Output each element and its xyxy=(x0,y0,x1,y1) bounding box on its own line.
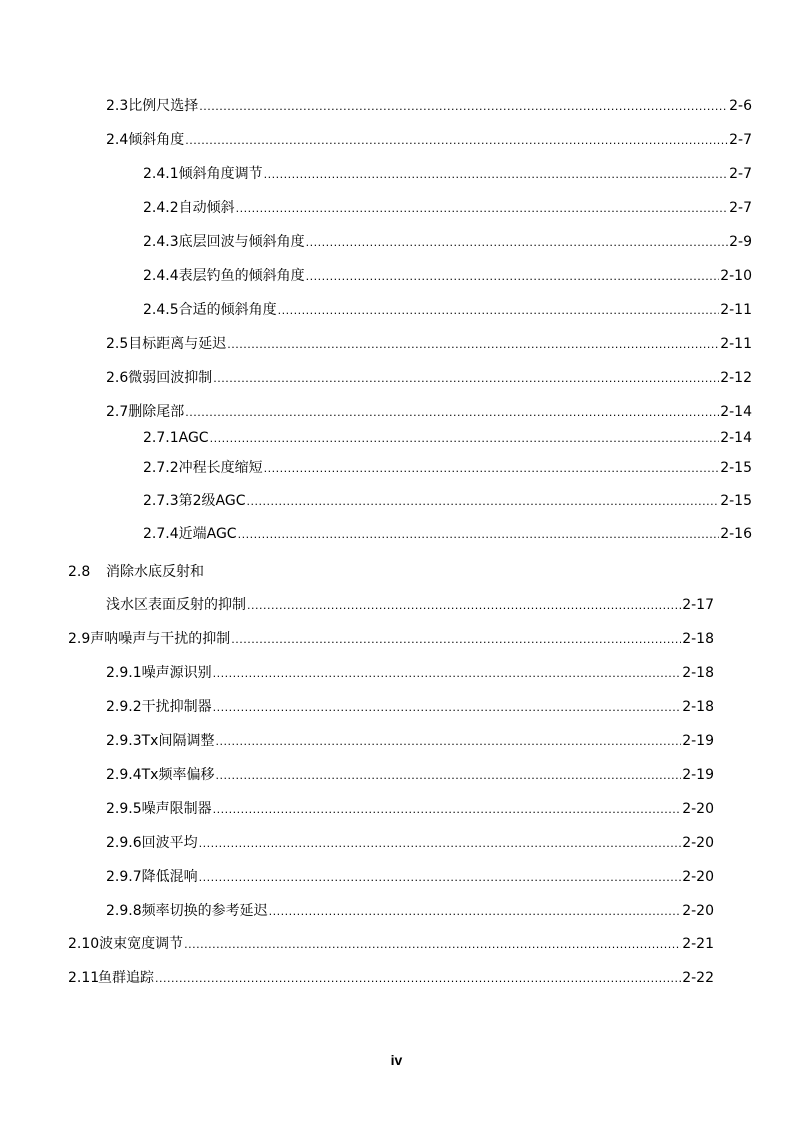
toc-number: 2.8 xyxy=(68,564,91,580)
toc-page: 2-20 xyxy=(682,835,714,851)
leader-dots xyxy=(215,766,681,786)
toc-number: 2.9.5 xyxy=(106,801,142,817)
toc-entry-2-8-cont[interactable] xyxy=(106,595,714,615)
leader-dots xyxy=(185,403,719,423)
toc-entry-2-4-3[interactable] xyxy=(143,232,752,252)
toc-page: 2-20 xyxy=(682,903,714,919)
toc-number: 2.10 xyxy=(68,936,100,952)
toc-title: 倾斜角度调节 xyxy=(178,166,263,182)
toc-title: 目标距离与延迟 xyxy=(128,336,227,352)
leader-dots xyxy=(247,596,681,616)
toc-entry-2-3[interactable] xyxy=(106,96,752,116)
toc-page: 2-12 xyxy=(720,370,752,386)
toc-entry-2-4-1[interactable] xyxy=(143,164,752,184)
toc-number: 2.4.4 xyxy=(143,268,179,284)
toc-number: 2.9.8 xyxy=(106,903,142,919)
toc-page: 2-10 xyxy=(720,268,752,284)
toc-page: 2-15 xyxy=(720,460,752,476)
toc-page: 2-11 xyxy=(720,336,752,352)
leader-dots xyxy=(227,335,719,355)
toc-entry-2-9-2[interactable] xyxy=(106,697,714,717)
leader-dots xyxy=(231,630,681,650)
toc-number: 2.9.7 xyxy=(106,869,142,885)
leader-dots xyxy=(238,525,720,545)
toc-title: 比例尺选择 xyxy=(128,98,199,114)
toc-number: 2.9.1 xyxy=(106,665,142,681)
toc-entry-2-9-5[interactable] xyxy=(106,799,714,819)
toc-number: 2.4.2 xyxy=(143,200,179,216)
toc-page: 2-21 xyxy=(682,936,714,952)
toc-entry-2-10[interactable] xyxy=(68,934,714,954)
toc-entry-2-9-7[interactable] xyxy=(106,867,714,887)
toc-number: 2.9.3 xyxy=(106,733,142,749)
leader-dots xyxy=(210,429,720,449)
toc-entry-2-7-1[interactable] xyxy=(143,428,752,448)
toc-page: 2-11 xyxy=(720,302,752,318)
toc-number: 2.11 xyxy=(68,970,100,986)
toc-page: 2-20 xyxy=(682,869,714,885)
toc-number: 2.4.3 xyxy=(143,234,179,250)
toc-page: 2-14 xyxy=(720,430,752,446)
leader-dots xyxy=(199,834,682,854)
leader-dots xyxy=(306,267,720,287)
toc-number: 2.5 xyxy=(106,336,129,352)
toc-title: 删除尾部 xyxy=(128,404,185,420)
toc-page: 2-15 xyxy=(720,493,752,509)
leader-dots xyxy=(247,492,720,512)
toc-number: 2.7.2 xyxy=(143,460,179,476)
toc-title: 噪声源识别 xyxy=(141,665,212,681)
leader-dots xyxy=(213,664,682,684)
toc-page: 2-19 xyxy=(682,767,714,783)
toc-entry-2-7-4[interactable] xyxy=(143,524,752,544)
toc-page: 2-14 xyxy=(720,404,752,420)
toc-title: 近端AGC xyxy=(178,526,237,542)
toc-number: 2.6 xyxy=(106,370,129,386)
toc-entry-2-8[interactable] xyxy=(68,562,714,582)
leader-dots xyxy=(213,800,682,820)
toc-page: 2-22 xyxy=(682,970,714,986)
toc-title: 频率切换的参考延迟 xyxy=(141,903,268,919)
leader-dots xyxy=(199,868,682,888)
toc-page: 2-17 xyxy=(682,597,714,613)
toc-page: 2-9 xyxy=(729,234,752,250)
leader-dots xyxy=(213,369,719,389)
toc-entry-2-11[interactable] xyxy=(68,968,714,988)
toc-title: 波束宽度调节 xyxy=(99,936,184,952)
toc-number: 2.4 xyxy=(106,132,129,148)
toc-number: 2.7.1 xyxy=(143,430,179,446)
toc-title: 底层回波与倾斜角度 xyxy=(178,234,305,250)
toc-title: 合适的倾斜角度 xyxy=(178,302,277,318)
toc-page: 2-16 xyxy=(720,526,752,542)
leader-dots xyxy=(213,698,682,718)
toc-entry-2-4-4[interactable] xyxy=(143,266,752,286)
leader-dots xyxy=(306,233,729,253)
toc-page: 2-20 xyxy=(682,801,714,817)
toc-entry-2-7-3[interactable] xyxy=(143,491,752,511)
toc-title: 干扰抑制器 xyxy=(141,699,212,715)
leader-dots xyxy=(278,301,720,321)
toc-number: 2.4.5 xyxy=(143,302,179,318)
page-number: iv xyxy=(390,1052,403,1068)
toc-page: 2-19 xyxy=(682,733,714,749)
toc-page: 2-7 xyxy=(729,200,752,216)
toc-entry-2-4-5[interactable] xyxy=(143,300,752,320)
leader-dots xyxy=(269,902,682,922)
toc-title: 微弱回波抑制 xyxy=(128,370,213,386)
leader-dots xyxy=(155,969,681,989)
toc-number: 2.4.1 xyxy=(143,166,179,182)
toc-entry-2-4[interactable] xyxy=(106,130,752,150)
toc-number: 2.7 xyxy=(106,404,129,420)
toc-number: 2.3 xyxy=(106,98,129,114)
toc-page: 2-7 xyxy=(729,132,752,148)
leader-dots xyxy=(199,97,728,117)
leader-dots xyxy=(236,199,729,219)
toc-entry-2-9-8[interactable] xyxy=(106,901,714,921)
toc-title: 表层钓鱼的倾斜角度 xyxy=(178,268,305,284)
toc-title: 倾斜角度 xyxy=(128,132,185,148)
toc-entry-2-9-4[interactable] xyxy=(106,765,714,785)
toc-number: 2.9.4 xyxy=(106,767,142,783)
toc-title: 噪声限制器 xyxy=(141,801,212,817)
toc-entry-2-7-2[interactable] xyxy=(143,458,752,478)
toc-page: 2-18 xyxy=(682,665,714,681)
toc-title: 浅水区表面反射的抑制 xyxy=(106,597,246,613)
toc-title: 第2级AGC xyxy=(178,493,246,509)
toc-number: 2.9.2 xyxy=(106,699,142,715)
leader-dots xyxy=(264,165,729,185)
leader-dots xyxy=(185,131,728,151)
toc-title: 降低混响 xyxy=(141,869,198,885)
toc-entry-2-6[interactable] xyxy=(106,368,752,388)
toc-title: AGC xyxy=(178,430,209,446)
toc-title: 消除水底反射和 xyxy=(106,564,204,580)
toc-title: Tx频率偏移 xyxy=(141,767,215,783)
leader-dots xyxy=(264,459,720,479)
toc-number: 2.7.3 xyxy=(143,493,179,509)
toc-page: 2-6 xyxy=(729,98,752,114)
toc-entry-2-9-3[interactable] xyxy=(106,731,714,751)
toc-entry-2-7[interactable] xyxy=(106,402,752,422)
toc-title: Tx间隔调整 xyxy=(141,733,215,749)
toc-entry-2-4-2[interactable] xyxy=(143,198,752,218)
toc-entry-2-9-6[interactable] xyxy=(106,833,714,853)
toc-entry-2-5[interactable] xyxy=(106,334,752,354)
toc-title: 冲程长度缩短 xyxy=(178,460,263,476)
toc-page: 2-7 xyxy=(729,166,752,182)
toc-title: 声呐噪声与干扰的抑制 xyxy=(90,631,231,647)
toc-number: 2.9.6 xyxy=(106,835,142,851)
toc-title: 回波平均 xyxy=(141,835,198,851)
toc-page: 2-18 xyxy=(682,631,714,647)
toc-title: 鱼群追踪 xyxy=(98,970,154,986)
toc-number: 2.7.4 xyxy=(143,526,179,542)
leader-dots xyxy=(215,732,681,752)
toc-entry-2-9[interactable] xyxy=(68,629,714,649)
leader-dots xyxy=(184,935,681,955)
toc-title: 自动倾斜 xyxy=(178,200,235,216)
toc-entry-2-9-1[interactable] xyxy=(106,663,714,683)
toc-number: 2.9 xyxy=(68,631,91,647)
toc-page: 2-18 xyxy=(682,699,714,715)
